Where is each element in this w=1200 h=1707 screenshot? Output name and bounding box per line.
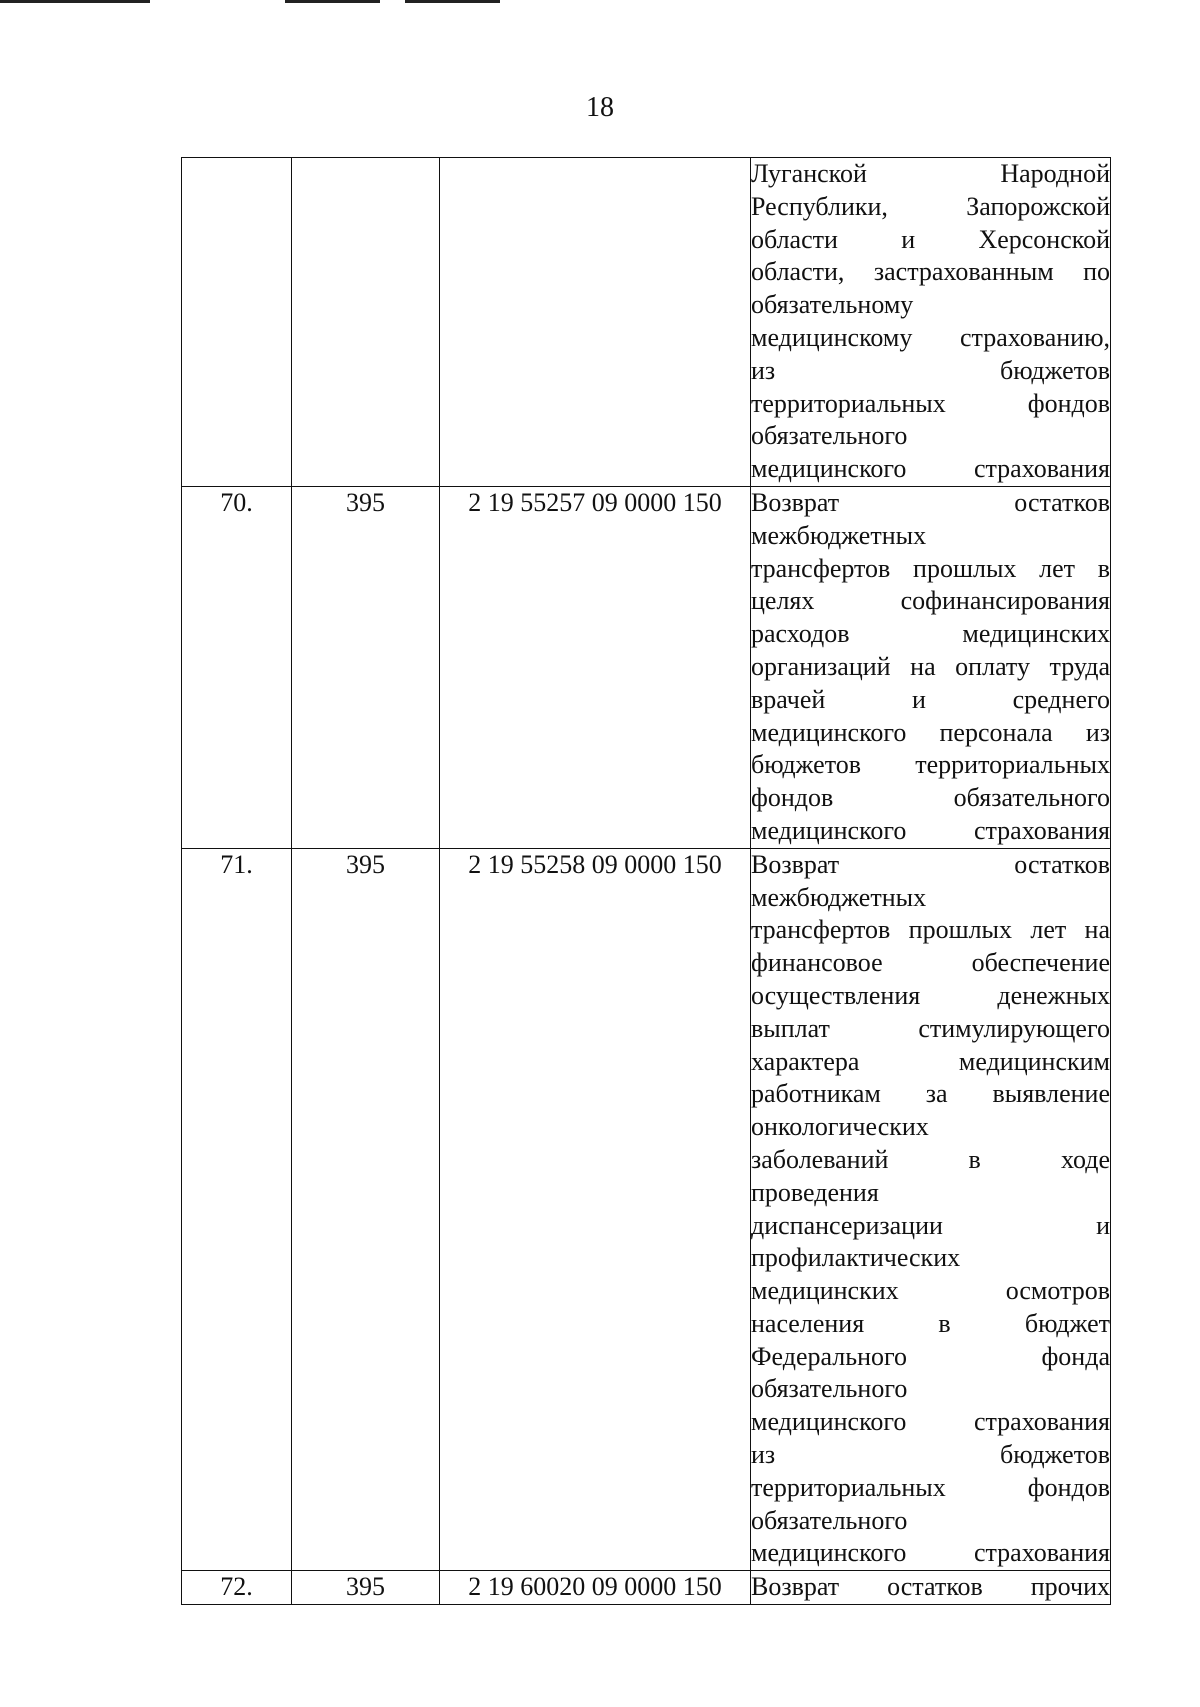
description-line: межбюджетных <box>751 520 927 550</box>
description-line: заболеваний в ходе <box>751 1144 1110 1174</box>
description-line: области, застрахованным по <box>751 257 1110 287</box>
description-line: профилактических <box>751 1243 961 1273</box>
description-cell <box>751 486 1111 848</box>
description-line: Луганской Народной <box>751 159 1110 188</box>
description-cell <box>751 158 1111 487</box>
description-line: Возврат остатков прочих <box>751 1572 1110 1602</box>
description-line: врачей и среднего <box>751 684 1110 714</box>
description-line: проведения <box>751 1177 879 1207</box>
description-line: обязательному <box>751 290 914 320</box>
description-line: бюджетов территориальных <box>751 750 1110 780</box>
description-line: медицинских осмотров <box>751 1276 1110 1306</box>
description-line: территориальных фондов <box>751 1472 1110 1502</box>
description-line: медицинскому страхованию, <box>751 322 1110 352</box>
description-line: Возврат остатков <box>751 849 1110 879</box>
page-number: 18 <box>586 92 614 123</box>
kbk-code-cell: 2 19 60020 09 0000 150 <box>440 1571 751 1605</box>
description-line: трансфертов прошлых лет в <box>751 553 1110 583</box>
description-line: медицинского страхования <box>751 1407 1110 1437</box>
table-row <box>182 1571 1111 1605</box>
description-line: территориальных фондов <box>751 388 1110 418</box>
row-number-cell: 72. <box>182 1571 292 1605</box>
description-line: медицинского страхования <box>751 815 1110 845</box>
description-line: области и Херсонской <box>751 224 1110 254</box>
description-line: межбюджетных <box>751 882 927 912</box>
description-line: характера медицинским <box>751 1046 1110 1076</box>
kbk-code-cell: 2 19 55258 09 0000 150 <box>440 848 751 1571</box>
description-line: населения в бюджет <box>751 1308 1110 1338</box>
description-line: Республики, Запорожской <box>751 191 1110 221</box>
description-line: медицинского страхования <box>751 454 1110 484</box>
description-line: диспансеризации и <box>751 1210 1110 1240</box>
table-body <box>182 158 1111 1605</box>
description-line: медицинского персонала из <box>751 717 1110 747</box>
description-line: Федерального фонда <box>751 1341 1110 1371</box>
description-line: обязательного <box>751 1505 908 1535</box>
description-line: обязательного <box>751 421 908 451</box>
scan-edge-mark <box>0 0 150 3</box>
description-line: трансфертов прошлых лет на <box>751 915 1110 945</box>
row-number-cell: 70. <box>182 486 292 848</box>
description-line: онкологических <box>751 1112 929 1142</box>
table-row <box>182 158 1111 487</box>
description-cell <box>751 848 1111 1571</box>
admin-code-cell: 395 <box>292 1571 440 1605</box>
description-line: медицинского страхования <box>751 1538 1110 1568</box>
description-line: из бюджетов <box>751 1440 1110 1470</box>
description-line: финансовое обеспечение <box>751 948 1110 978</box>
admin-code-cell <box>292 158 440 487</box>
scan-edge-mark <box>405 0 500 3</box>
description-cell <box>751 1571 1111 1605</box>
row-number-cell <box>182 158 292 487</box>
budget-codes-table <box>181 157 1111 1605</box>
description-line: Возврат остатков <box>751 487 1110 517</box>
scan-edge-mark <box>285 0 380 3</box>
table-row <box>182 486 1111 848</box>
kbk-code-cell <box>440 158 751 487</box>
description-line: организаций на оплату труда <box>751 651 1110 681</box>
description-line: работникам за выявление <box>751 1079 1110 1109</box>
admin-code-cell: 395 <box>292 848 440 1571</box>
description-line: обязательного <box>751 1374 908 1404</box>
description-line: из бюджетов <box>751 355 1110 385</box>
description-line: фондов обязательного <box>751 783 1110 813</box>
table-row <box>182 848 1111 1571</box>
admin-code-cell: 395 <box>292 486 440 848</box>
description-line: расходов медицинских <box>751 619 1110 649</box>
kbk-code-cell: 2 19 55257 09 0000 150 <box>440 486 751 848</box>
row-number-cell: 71. <box>182 848 292 1571</box>
description-line: осуществления денежных <box>751 980 1110 1010</box>
description-line: целях софинансирования <box>751 586 1110 616</box>
description-line: выплат стимулирующего <box>751 1013 1110 1043</box>
